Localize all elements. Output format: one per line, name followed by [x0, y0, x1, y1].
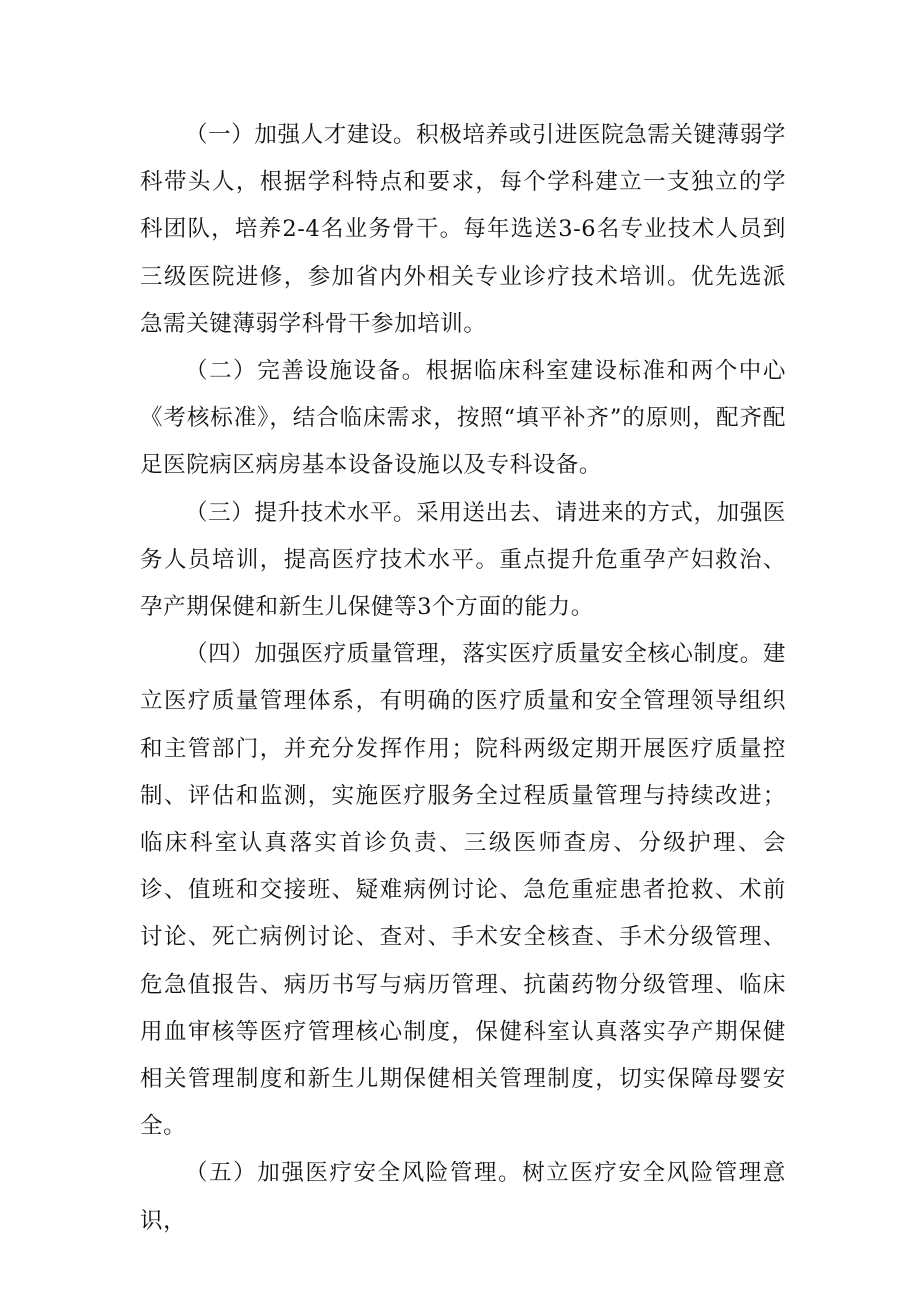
paragraph-quality-management: （四）加强医疗质量管理，落实医疗质量安全核心制度。建立医疗质量管理体系，有明确的医疗质量和安全管理领导组织和主管部门，并充分发挥作用；院科两级定期开展医疗质量控制、评估和监测，实施医疗服务全过程质量管理与持续改进；临床科室认真落实首诊负责、三级医师查房、分级护理、会诊、值班和交接班、疑难病例讨论、急危重症患者抢救、术前讨论、死亡病例讨论、查对、手术安全核查、手术分级管理、危急值报告、病历书写与病历管理、抗菌药物分级管理、临床用血审核等医疗管理核心制度，保健科室认真落实孕产期保健相关管理制度和新生儿期保健相关管理制度，切实保障母婴安全。: [140, 641, 786, 1140]
paragraph-risk-management: （五）加强医疗安全风险管理。树立医疗安全风险管理意识，: [140, 1160, 786, 1234]
document-body: [140, 112, 786, 1245]
paragraph-facilities-equipment: （二）完善设施设备。根据临床科室建设标准和两个中心《考核标准》，结合临床需求，按照“填平补齐”的原则，配齐配足医院病区病房基本设备设施以及专科设备。: [140, 358, 786, 479]
paragraph-technical-level: （三）提升技术水平。采用送出去、请进来的方式，加强医务人员培训，提高医疗技术水平。重点提升危重孕产妇救治、孕产期保健和新生儿保健等3个方面的能力。: [140, 499, 786, 621]
paragraph-talent-building: （一）加强人才建设。积极培养或引进医院急需关键薄弱学科带头人，根据学科特点和要求，每个学科建立一支独立的学科团队，培养2-4名业务骨干。每年选送3-6名专业技术人员到三级医院进修，参加省内外相关专业诊疗技术培训。优先选派急需关键薄弱学科骨干参加培训。: [140, 122, 786, 337]
